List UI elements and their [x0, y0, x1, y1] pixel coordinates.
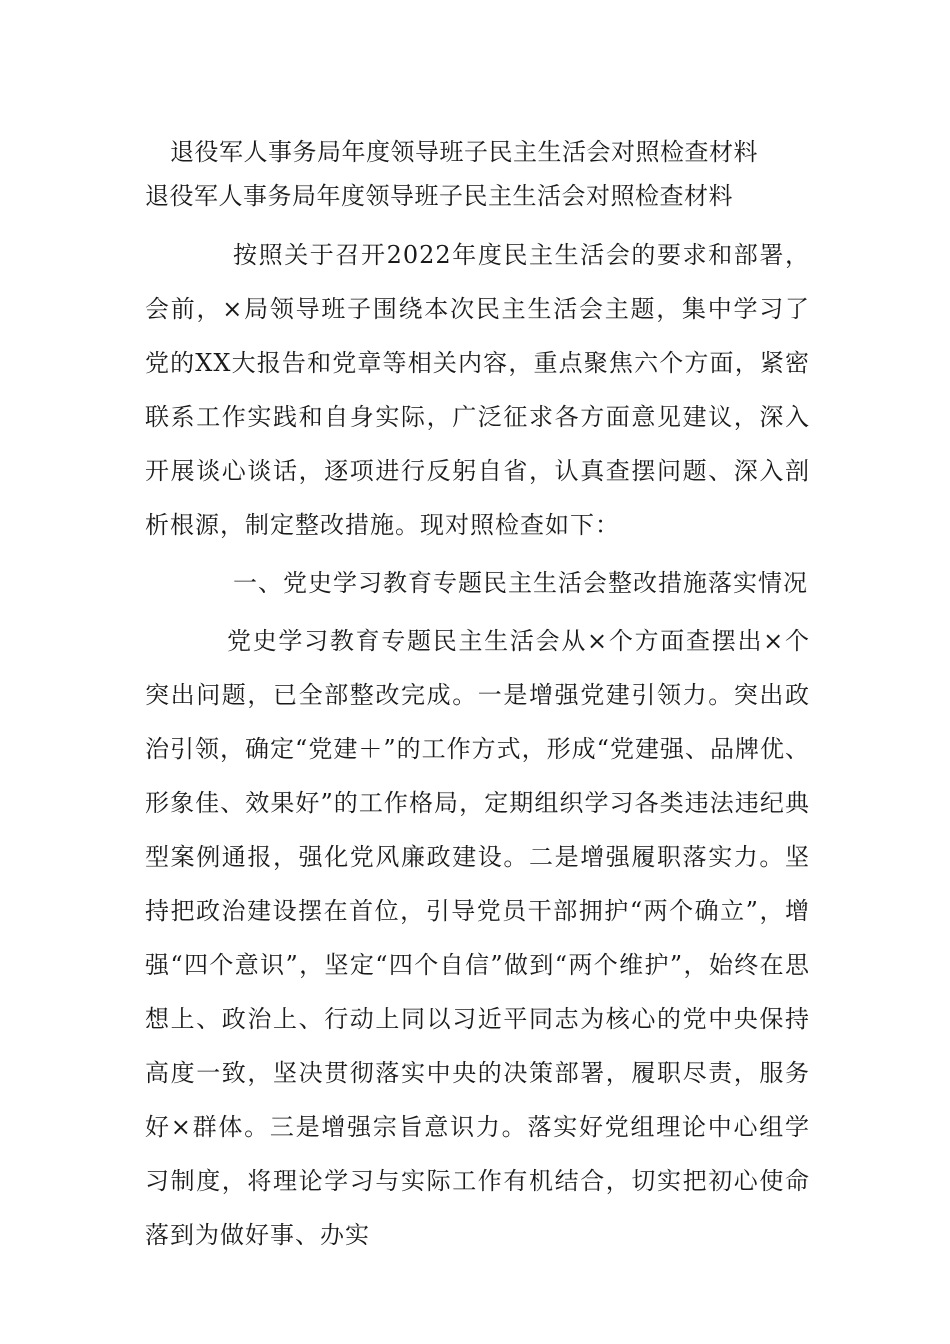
section-heading: 一、党史学习教育专题民主生活会整改措施落实情况	[233, 569, 808, 597]
document-title: 退役军人事务局年度领导班子民主生活会对照检查材料	[170, 138, 758, 166]
intro-paragraph: 按照关于召开2022年度民主生活会的要求和部署，会前，×局领导班子围绕本次民主生活会主题，集中学习了党的XX大报告和党章等相关内容，重点聚焦六个方面，紧密联系工作实践和自身实际，广泛征求各方面意见建议，深入开展谈心谈话，逐项进行反躬自省，认真查摆问题、深入剖析根源，制定整改措施。现对照检查如下：	[145, 241, 810, 539]
document-body	[145, 130, 810, 1262]
document-subtitle: 退役军人事务局年度领导班子民主生活会对照检查材料	[145, 182, 733, 210]
body-paragraph: 党史学习教育专题民主生活会从×个方面查摆出×个突出问题，已全部整改完成。一是增强党建引领力。突出政治引领，确定“党建＋”的工作方式，形成“党建强、品牌优、形象佳、效果好”的工作格局，定期组织学习各类违法违纪典型案例通报，强化党风廉政建设。二是增强履职落实力。坚持把政治建设摆在首位，引导党员干部拥护“两个确立”，增强“四个意识”，坚定“四个自信”做到“两个维护”，始终在思想上、政治上、行动上同以习近平同志为核心的党中央保持高度一致，坚决贯彻落实中央的决策部署，履职尽责，服务好×群体。三是增强宗旨意识力。落实好党组理论中心组学习制度，将理论学习与实际工作有机结合，切实把初心使命落到为做好事、办实	[145, 627, 810, 1249]
